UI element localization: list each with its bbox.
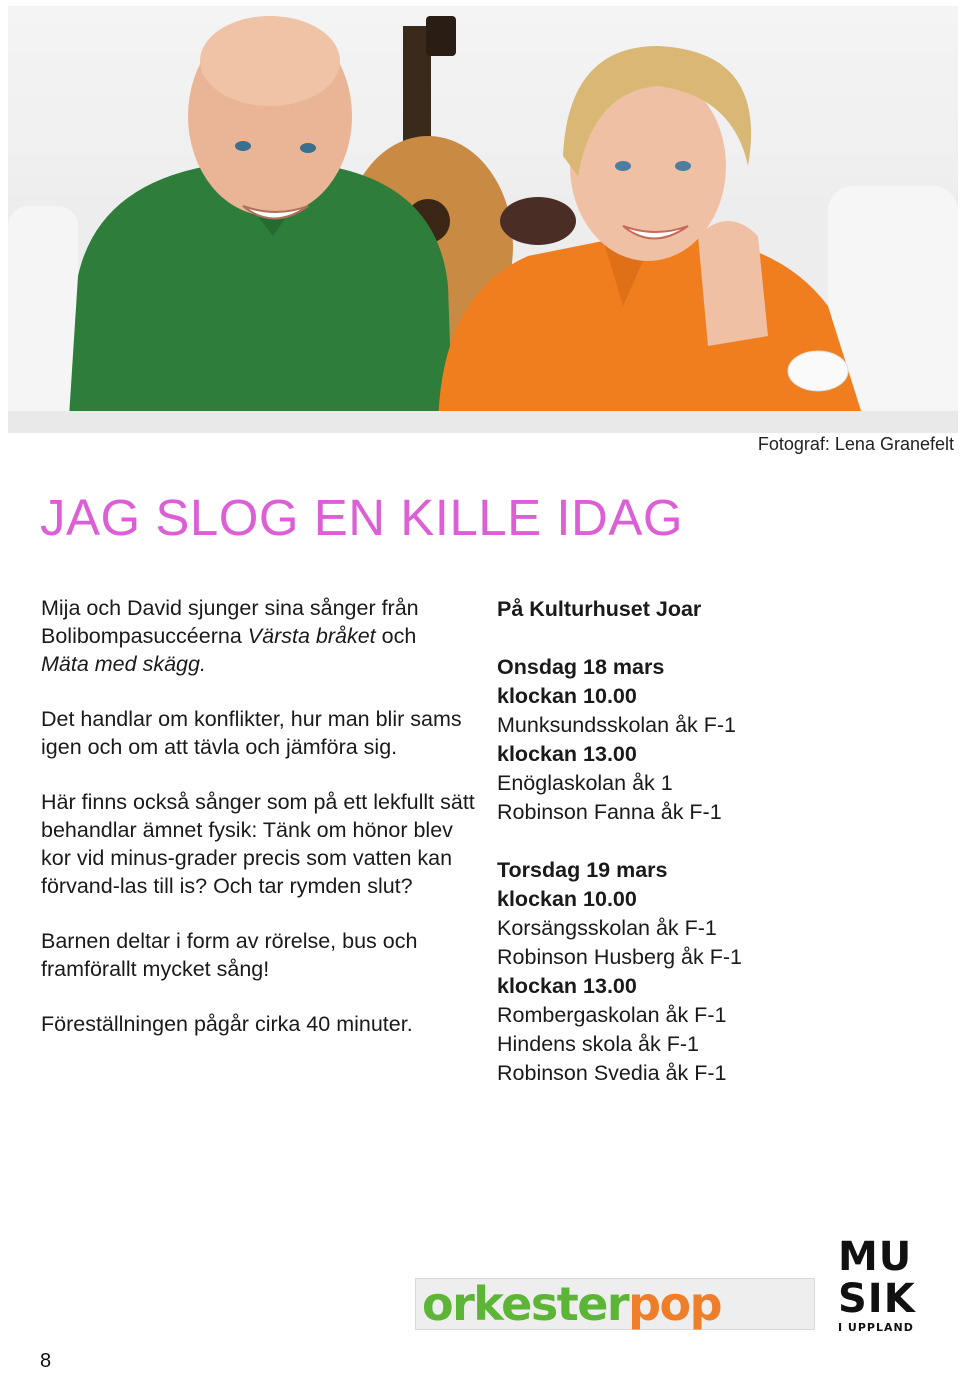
school-item: Korsängsskolan åk F-1 bbox=[497, 916, 717, 940]
day-label: Torsdag 19 mars bbox=[497, 858, 668, 882]
paragraph-physics: Här finns också sånger som på ett lekfullt sätt behandlar ämnet fysik: Tänk om hönor blev kor vid minus-grader precis som vatten kan förvand-las till is? Och tar rymden slut? bbox=[41, 790, 475, 898]
time-label: klockan 13.00 bbox=[497, 974, 637, 998]
brown-mouse bbox=[500, 197, 576, 245]
man-eye-right bbox=[300, 143, 316, 153]
photo-credit: Fotograf: Lena Granefelt bbox=[757, 434, 954, 454]
paragraph-duration: Föreställningen pågår cirka 40 minuter. bbox=[41, 1012, 413, 1036]
paragraph-participation: Barnen deltar i form av rörelse, bus och framförallt mycket sång! bbox=[41, 929, 418, 981]
time-label: klockan 10.00 bbox=[497, 887, 637, 911]
page-number: 8 bbox=[40, 1350, 52, 1372]
guitar-head bbox=[426, 16, 456, 56]
schedule-day bbox=[497, 856, 937, 1088]
time-label: klockan 10.00 bbox=[497, 684, 637, 708]
paragraph-theme: Det handlar om konflikter, hur man blir sams igen och om att tävla och jämföra sig. bbox=[41, 707, 462, 759]
orkesterpop-logo: orkesterpop bbox=[415, 1278, 815, 1330]
page-title: JAG SLOG EN KILLE IDAG bbox=[40, 489, 684, 546]
schedule-column bbox=[497, 595, 937, 1117]
man-scalp bbox=[200, 16, 340, 106]
school-item: Robinson Fanna åk F-1 bbox=[497, 800, 722, 824]
cover-photo bbox=[8, 6, 958, 433]
day-label: Onsdag 18 mars bbox=[497, 655, 665, 679]
school-item: Hindens skola åk F-1 bbox=[497, 1032, 699, 1056]
woman-hand bbox=[698, 221, 768, 346]
sofa-arm-left bbox=[8, 206, 78, 433]
paragraph-intro: Mija och David sjunger sina sånger från Bolibompasuccéerna Värsta bråket och Mäta med skägg. bbox=[41, 596, 419, 676]
time-label: klockan 13.00 bbox=[497, 742, 637, 766]
white-mouse bbox=[788, 351, 848, 391]
school-item: Rombergaskolan åk F-1 bbox=[497, 1003, 727, 1027]
man-eye-left bbox=[235, 141, 251, 151]
description-column bbox=[41, 594, 481, 1065]
school-item: Enöglaskolan åk 1 bbox=[497, 771, 673, 795]
album-title: Mäta med skägg. bbox=[41, 652, 206, 676]
school-item: Robinson Husberg åk F-1 bbox=[497, 945, 742, 969]
album-title: Värsta bråket bbox=[247, 624, 376, 648]
venue-heading: På Kulturhuset Joar bbox=[497, 597, 702, 621]
woman-eye-right bbox=[675, 161, 691, 171]
woman-eye-left bbox=[615, 161, 631, 171]
school-item: Robinson Svedia åk F-1 bbox=[497, 1061, 727, 1085]
photo-illustration bbox=[8, 6, 958, 433]
table bbox=[8, 411, 958, 433]
schedule-day bbox=[497, 653, 937, 827]
musik-i-uppland-logo: MU SIK I UPPLAND bbox=[838, 1234, 916, 1334]
school-item: Munksundsskolan åk F-1 bbox=[497, 713, 736, 737]
